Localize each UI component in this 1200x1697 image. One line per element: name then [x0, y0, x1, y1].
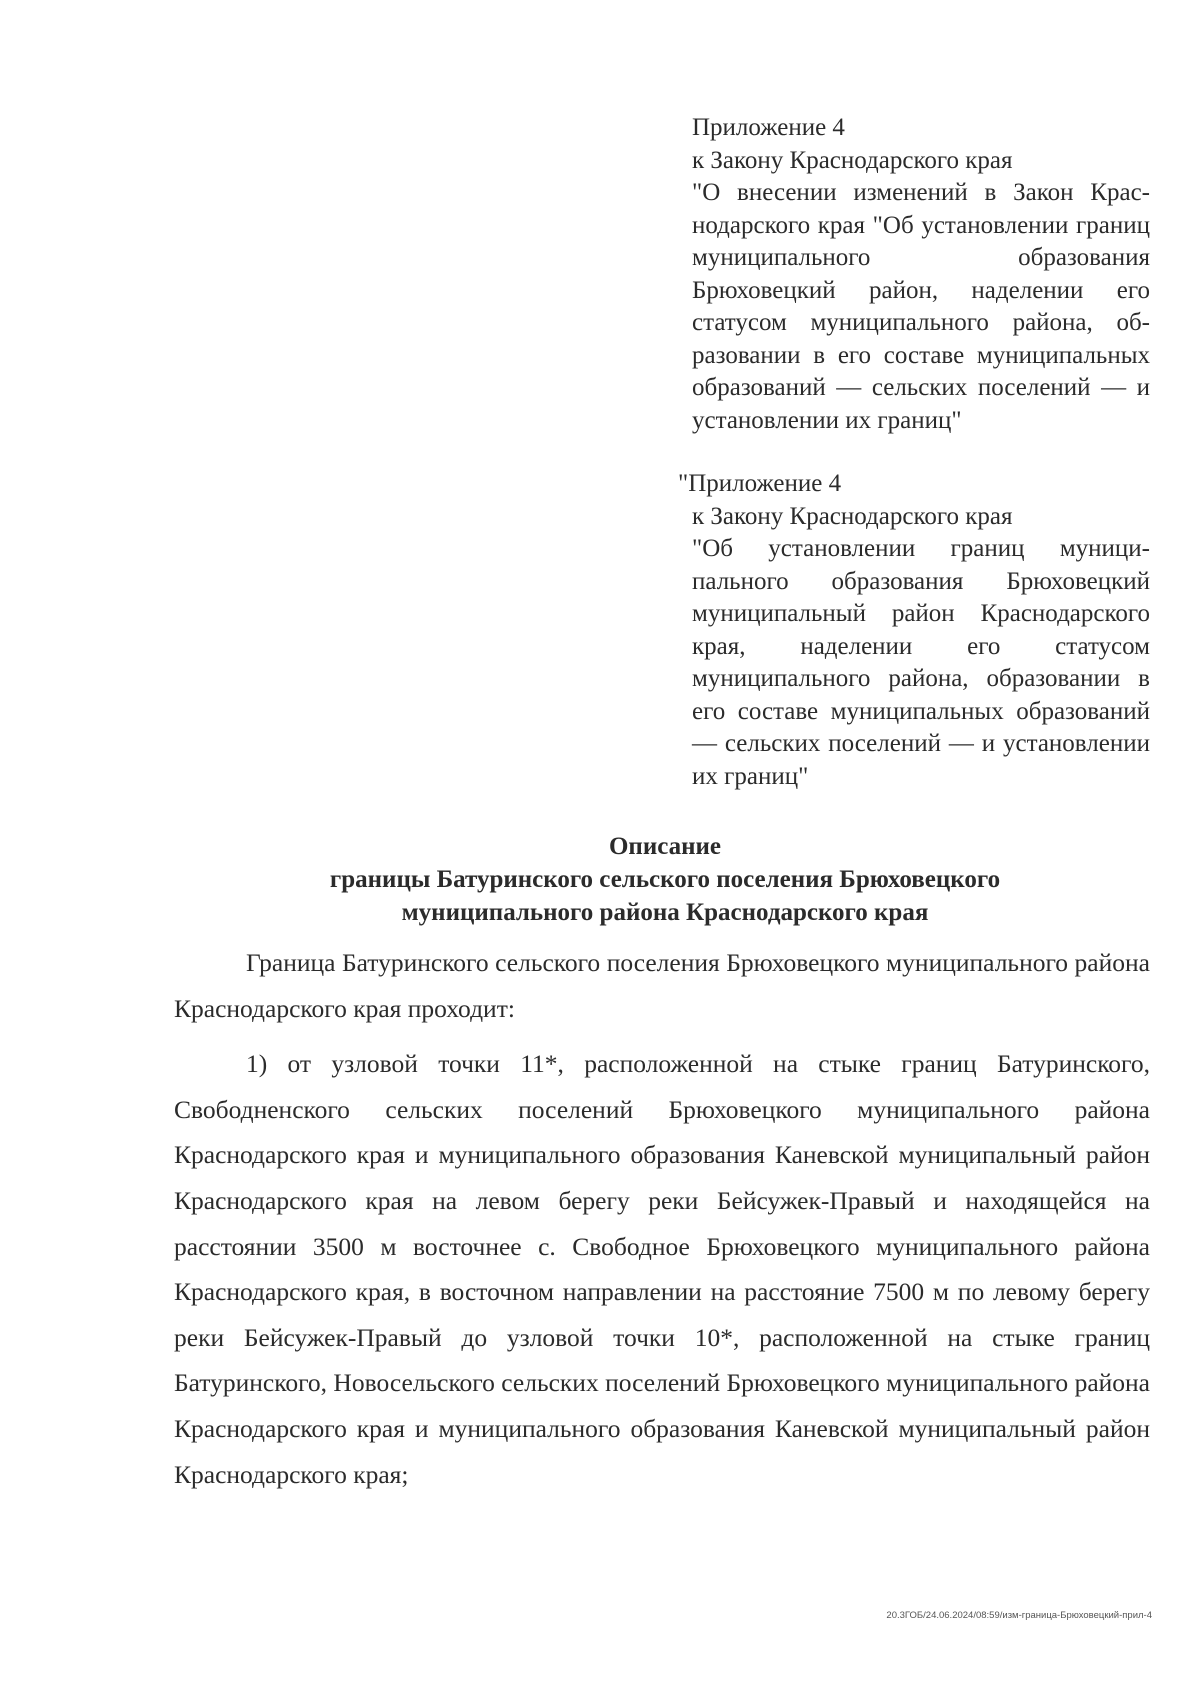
document-body	[174, 940, 1150, 1497]
document-footer-id: 20.3ГОБ/24.06.2024/08:59/изм-граница-Брюховецкий-прил-4	[886, 1610, 1152, 1621]
document-title	[170, 830, 1160, 929]
appendix-title: Приложение 4	[692, 114, 845, 141]
document-title-line: границы Батуринского сельского поселения Брюховецкого	[329, 866, 1001, 893]
appendix-law-name: "О внесении изменений в Закон Краснодарского края "Об установлении границ муниципального образования Брюховецкий район, наделении его статусом муниципального района, образовании в его составе муниципальных образований — сельских поселений — и установлении их границ"	[692, 179, 1150, 434]
body-item-1-paragraph: 1) от узловой точки 11*, расположенной на стыке границ Батуринского, Свободненского сельских поселений Брюховецкого муниципального района Краснодарского края и муниципального образования Каневской муниципальный район Краснодарского края на левом берегу реки Бейсужек-Правый и находящейся на расстоянии 3500 м восточнее с. Свободное Брюховецкого муниципального района Краснодарского края, в восточном направлении на расстояние 7500 м по левому берегу реки Бейсужек-Правый до узловой точки 10*, расположенной на стыке границ Батуринского, Новосельского сельских поселений Брюховецкого муниципального района Краснодарского края и муниципального образования Каневской муниципальный район Краснодарского края;	[174, 1049, 1150, 1489]
appendix-law-name: "Об установлении границ муниципального образования Брюховецкий муниципальный район Краснодарского края, наделении его статусом муниципального района, образовании в его составе муниципальных образований — сельских поселений — и установлении их границ"	[692, 535, 1150, 790]
appendix-law-reference: к Закону Краснодарского края	[692, 146, 1013, 174]
appendix-law-reference: к Закону Краснодарского края	[692, 502, 1013, 530]
appendix-header-amending-law	[692, 112, 1150, 437]
appendix-header-original-law	[678, 468, 1150, 793]
document-title-line: муниципального района Краснодарского края	[401, 899, 929, 926]
appendix-title: "Приложение 4	[678, 470, 842, 497]
document-title-line: Описание	[608, 833, 722, 860]
body-intro-paragraph: Граница Батуринского сельского поселения Брюховецкого муниципального района Краснодарского края проходит:	[174, 948, 1150, 1023]
